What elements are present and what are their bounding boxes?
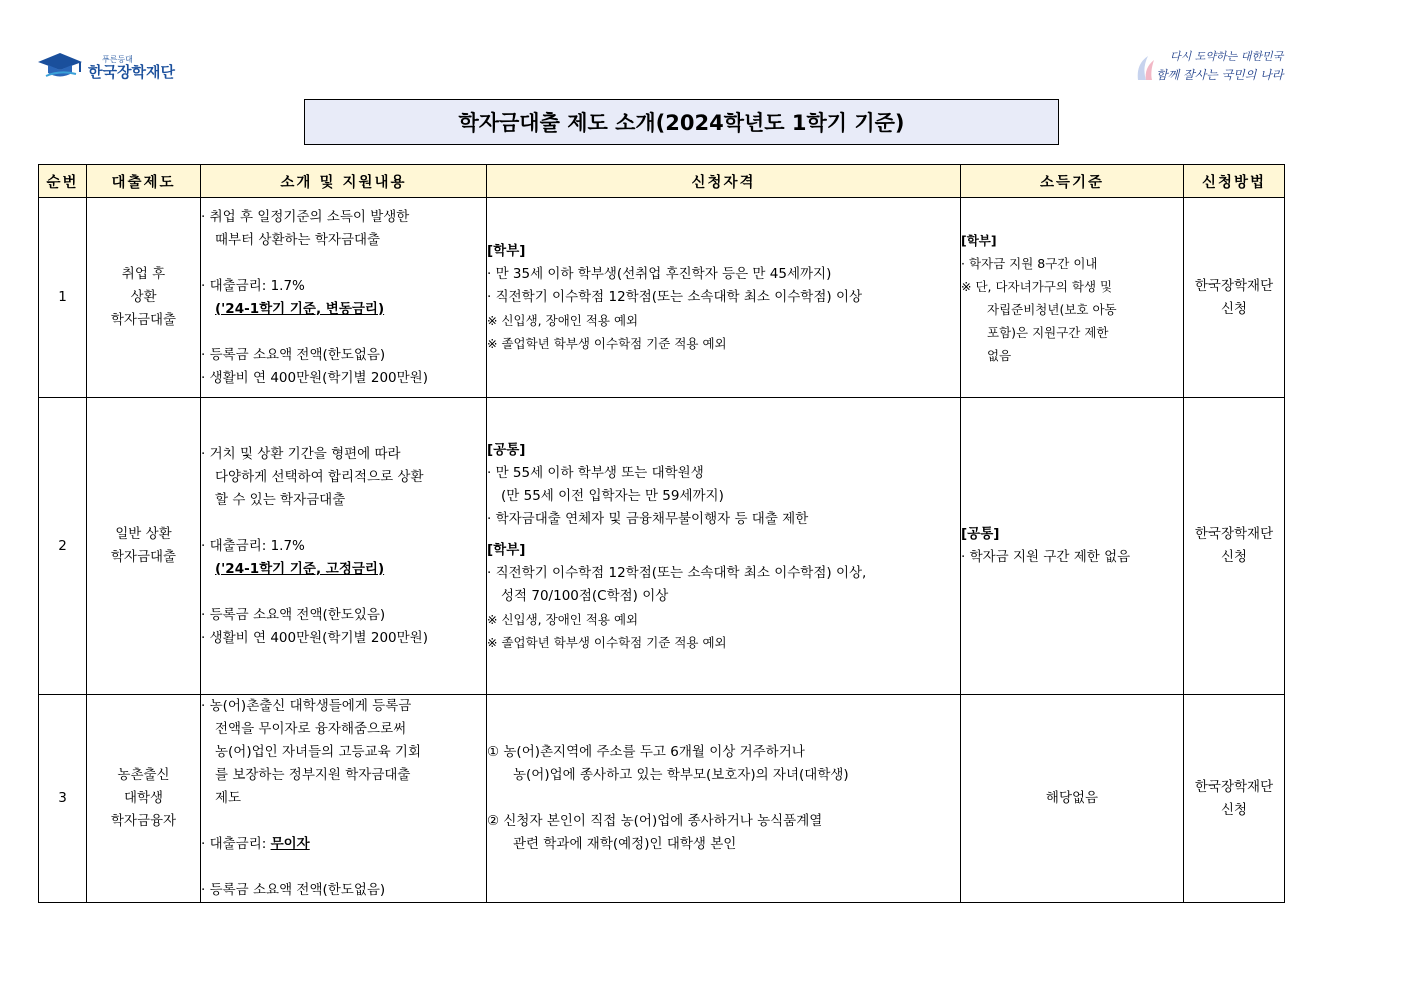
table-row	[39, 695, 1285, 903]
rate-note: ('24-1학기 기준, 고정금리)	[215, 560, 385, 577]
slogan-line-2: 함께 잘사는 국민의 나라	[1156, 68, 1284, 82]
org-sub-label: 푸른등대	[102, 55, 133, 64]
loan-name: 일반 상환 학자금대출	[87, 398, 201, 695]
rate-note: ('24-1학기 기준, 변동금리)	[215, 300, 385, 317]
apply-method: 한국장학재단 신청	[1184, 198, 1285, 398]
loan-intro: · 취업 후 일정기준의 소득이 발생한 때부터 상환하는 학자금대출 · 대출금리: 1.7% ('24-1학기 기준, 변동금리) · 등록금 소요액 전액(한도없음) · 생활비 연 400만원(학기별 200만원)	[201, 198, 487, 398]
loan-name: 취업 후 상환 학자금대출	[87, 198, 201, 398]
slogan-line-1: 다시 도약하는 대한민국	[1170, 50, 1284, 63]
graduation-cap-icon	[36, 50, 84, 80]
org-name: 한국장학재단	[88, 63, 175, 81]
income-criteria: 해당없음	[961, 695, 1184, 903]
loan-table	[38, 164, 1285, 903]
row-number: 2	[39, 398, 87, 695]
loan-name: 농촌출신 대학생 학자금융자	[87, 695, 201, 903]
header-method: 신청방법	[1184, 165, 1285, 198]
row-number: 3	[39, 695, 87, 903]
income-criteria: [공통] · 학자금 지원 구간 제한 없음	[961, 398, 1184, 695]
page-title: 학자금대출 제도 소개(2024학년도 1학기 기준)	[304, 99, 1059, 145]
header-income: 소득기준	[961, 165, 1184, 198]
table-row	[39, 198, 1285, 398]
table-header-row	[39, 165, 1285, 198]
loan-intro: · 거치 및 상환 기간을 형편에 따라 다양하게 선택하여 합리적으로 상환 할 수 있는 학자금대출 · 대출금리: 1.7% ('24-1학기 기준, 고정금리) · 등록금 소요액 전액(한도있음) · 생활비 연 400만원(학기별 200만원)	[201, 398, 487, 695]
row-number: 1	[39, 198, 87, 398]
interest-free-label: 무이자	[270, 836, 310, 852]
kosaf-logo	[36, 50, 175, 80]
header-no: 순번	[39, 165, 87, 198]
header-loan-type: 대출제도	[87, 165, 201, 198]
loan-qualification: ① 농(어)촌지역에 주소를 두고 6개월 이상 거주하거나 농(어)업에 종사하고 있는 학부모(보호자)의 자녀(대학생) ② 신청자 본인이 직접 농(어)업에 종사하거나 농식품계열 관련 학과에 재학(예정)인 대학생 본인	[487, 695, 961, 903]
loan-qualification: [학부] · 만 35세 이하 학부생(선취업 후진학자 등은 만 45세까지) · 직전학기 이수학점 12학점(또는 소속대학 최소 이수학점) 이상 ※ 신입생, 장애인 적용 예외 ※ 졸업학년 학부생 이수학점 기준 적용 예외	[487, 198, 961, 398]
loan-qualification: [공통] · 만 55세 이하 학부생 또는 대학원생 (만 55세 이전 입학자는 만 59세까지) · 학자금대출 연체자 및 금융채무불이행자 등 대출 제한 [학부] · 직전학기 이수학점 12학점(또는 소속대학 최소 이수학점) 이상, 성적 70/100점(C학점) 이상 ※ 신입생, 장애인 적용 예외 ※ 졸업학년 학부생 이수학점 기준 적용 예외	[487, 398, 961, 695]
slogan-emblem-icon	[1134, 50, 1158, 84]
table-row	[39, 398, 1285, 695]
loan-intro: · 농(어)촌출신 대학생들에게 등록금 전액을 무이자로 융자해줌으로써 농(어)업인 자녀들의 고등교육 기회 를 보장하는 정부지원 학자금대출 제도 · 대출금리: 무이자 · 등록금 소요액 전액(한도없음)	[201, 695, 487, 903]
government-slogan	[1130, 46, 1290, 88]
apply-method: 한국장학재단 신청	[1184, 695, 1285, 903]
apply-method: 한국장학재단 신청	[1184, 398, 1285, 695]
income-criteria: [학부] · 학자금 지원 8구간 이내 ※ 단, 다자녀가구의 학생 및 자립준비청년(보호 아동 포함)은 지원구간 제한 없음	[961, 198, 1184, 398]
header-qualification: 신청자격	[487, 165, 961, 198]
header-intro: 소개 및 지원내용	[201, 165, 487, 198]
